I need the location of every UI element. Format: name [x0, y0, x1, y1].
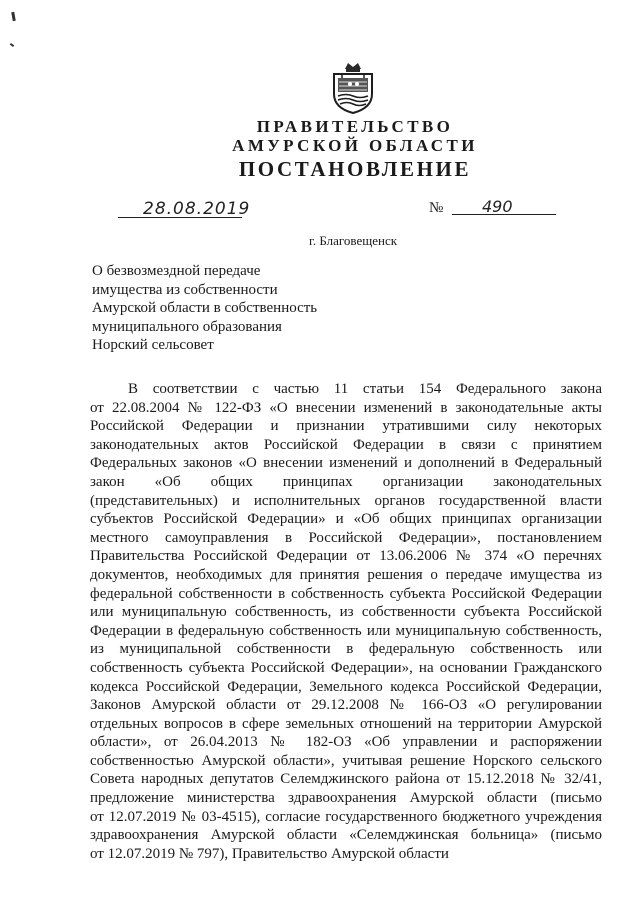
body-line: Российской Федерации и признании утратившими силу некоторых	[90, 418, 602, 435]
subject-line: Амурской области в собственность	[92, 300, 318, 317]
body-line: (представительных) и исполнительных органов государственной власти	[90, 492, 602, 509]
body-line: или муниципальную собственность, из собственности субъекта Российской	[90, 604, 602, 621]
body-line: Совета народных депутатов Селемджинского района от 15.12.2018 № 32/41,	[90, 771, 602, 788]
body-line: отдельных вопросов в сфере земельных отношений на территории Амурской	[90, 715, 602, 732]
body-line: федеральной собственности в собственность субъекта Российской Федерации	[90, 585, 602, 602]
document-number: 490	[482, 197, 513, 216]
subject-line: Норский сельсовет	[92, 337, 214, 354]
coat-of-arms-emblem-icon	[330, 60, 376, 114]
city-name: г. Благовещенск	[308, 233, 398, 248]
body-line: от 12.07.2019 № 03-4515), согласие государственного бюджетного учреждения	[90, 808, 602, 825]
body-line: местного самоуправления в Российской Федерации», постановлением	[90, 529, 602, 546]
document-type-title: ПОСТАНОВЛЕНИЕ	[238, 157, 472, 181]
body-line: предложение министерства здравоохранения Амурской области (письмо	[90, 790, 602, 807]
subject-line: имущества из собственности	[92, 281, 278, 298]
body-line: области», от 26.04.2013 № 182-ОЗ «Об управлении и распоряжении	[90, 734, 602, 751]
body-line: из муниципальной собственности в федеральную собственность или	[90, 641, 602, 658]
scan-mark	[11, 12, 16, 21]
subject-line: муниципального образования	[92, 318, 282, 335]
document-date: 28.08.2019	[143, 199, 251, 219]
subject-line: О безвозмездной передаче	[92, 263, 261, 279]
body-line: от 12.07.2019 № 797), Правительство Амурской области	[90, 845, 449, 862]
body-line: здравоохранения Амурской области «Селемджинская больница» (письмо	[90, 827, 602, 844]
body-line: документов, необходимых для принятия решения о передаче имущества из	[90, 566, 602, 583]
body-line: Федерации в федеральную собственность или муниципальную собственность,	[90, 622, 602, 639]
date-underline	[118, 217, 242, 218]
number-underline	[452, 214, 556, 215]
body-line: собственностью Амурской области», учитывая решение Норского сельского	[90, 752, 602, 769]
body-line: В соответствии с частью 11 статьи 154 Федерального закона	[128, 381, 602, 397]
body-line: закон «Об общих принципах организации законодательных	[90, 473, 602, 490]
body-line: собственность субъекта Российской Федерации», на основании Гражданского	[90, 659, 602, 676]
body-line: Правительства Российской Федерации от 13.06.2006 № 374 «О перечнях	[90, 548, 602, 565]
scan-mark	[10, 43, 14, 47]
document-subject	[92, 262, 392, 355]
body-line: законодательных актов Российской Федерации в связи с принятием	[90, 436, 602, 453]
body-paragraph	[90, 380, 602, 863]
number-label: №	[429, 200, 444, 216]
org-name-line2: АМУРСКОЙ ОБЛАСТИ	[232, 136, 478, 155]
body-line: Федеральных законов «О внесении изменений и дополнений в Федеральный	[90, 455, 602, 472]
body-line: кодекса Российской Федерации, Земельного кодекса Российской Федерации,	[90, 678, 602, 695]
body-line: от 22.08.2004 № 122-ФЗ «О внесении изменений в законодательные акты	[90, 399, 602, 416]
body-line: субъектов Российской Федерации» и «Об общих принципах организации	[90, 511, 602, 528]
org-name-line1: ПРАВИТЕЛЬСТВО	[256, 117, 454, 136]
body-line: Законов Амурской области от 29.12.2008 № 166-ОЗ «О регулировании	[90, 697, 602, 714]
